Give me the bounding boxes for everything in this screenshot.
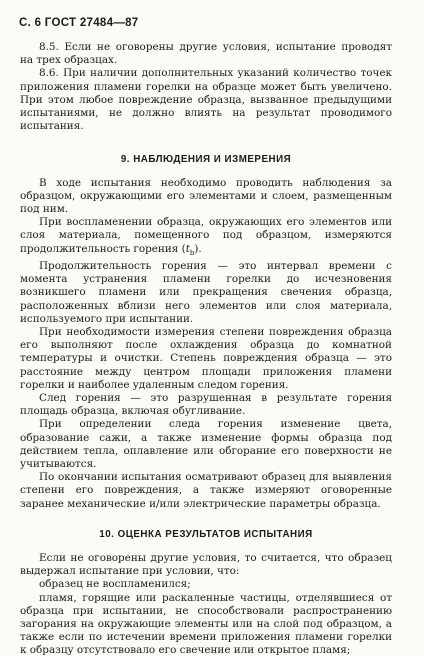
section-9-heading: 9. НАБЛЮДЕНИЯ И ИЗМЕРЕНИЯ [120, 154, 292, 166]
paragraph-9-1: В ходе испытания необходимо проводить наблюдения за образцом, окружающими его элементами и слоем, размещенным под ним. [20, 176, 392, 216]
paragraph-10-3: пламя, горящие или раскаленные частицы, отделявшиеся от образца при испытании, не способствовали распространению загорания на окружающие элементы или на слой под образцом, а также если по истечении времени приложения пламени горелки к образцу отсутствовало его свечение или открытое пламя; [20, 591, 392, 657]
paragraph-9-3: Продолжительность горения — это интервал времени с момента устранения пламени горелки до исчезновения возникшего пламени или прекращения свечения образца, расположенных вблизи него элементов или слоя материала, используемого при испытании. [20, 259, 392, 325]
page-header: С. 6 ГОСТ 27484—87 [19, 17, 139, 29]
page-content [20, 41, 392, 658]
paragraph-9-2-text: При воспламенении образца, окружающих его элементов или слоя материала, помещенного под образцом, измеряются продолжительность горения ( [20, 216, 392, 255]
paragraph-9-5: След горения — это разрушенная в результате горения площадь образца, включая обугливание. [20, 391, 392, 418]
section-10-heading: 10. ОЦЕНКА РЕЗУЛЬТАТОВ ИСПЫТАНИЯ [99, 528, 313, 540]
paragraph-9-4: При необходимости измерения степени повреждения образца его выполняют после охлаждения образца до комнатной температуры и очистки. Степень повреждения образца — это расстояние между центром площади приложения пламени горелки и наиболее удаленным следом горения. [20, 325, 392, 391]
paragraph-9-2-end: ). [194, 242, 202, 255]
paragraph-8-5: 8.5. Если не оговорены другие условия, испытание проводят на трех образцах. [20, 41, 392, 67]
paragraph-8-6: 8.6. При наличии дополнительных указаний количество точек приложения пламени горелки на образце может быть увеличено. При этом любое повреждение образца, вызванное предыдущими испытаниями, не должно влиять на результат проводимого испытания. [20, 67, 392, 133]
burning-time-symbol: t [185, 242, 190, 255]
burning-time-subscript: b [189, 248, 195, 257]
paragraph-10-2: образец не воспламенился; [39, 578, 191, 591]
paragraph-9-2 [20, 216, 392, 260]
paragraph-9-7: По окончании испытания осматривают образец для выявления степени его повреждения, а также измеряют оговоренные заранее механические и/или электрические параметры образца. [20, 471, 392, 510]
paragraph-10-1: Если не оговорены другие условия, то считается, что образец выдержал испытание при условии, что: [20, 551, 392, 578]
paragraph-9-6: При определении следа горения изменение цвета, образование сажи, а также изменение формы образца под действием тепла, оплавление или обгорание его поверхности не учитываются. [20, 418, 392, 470]
